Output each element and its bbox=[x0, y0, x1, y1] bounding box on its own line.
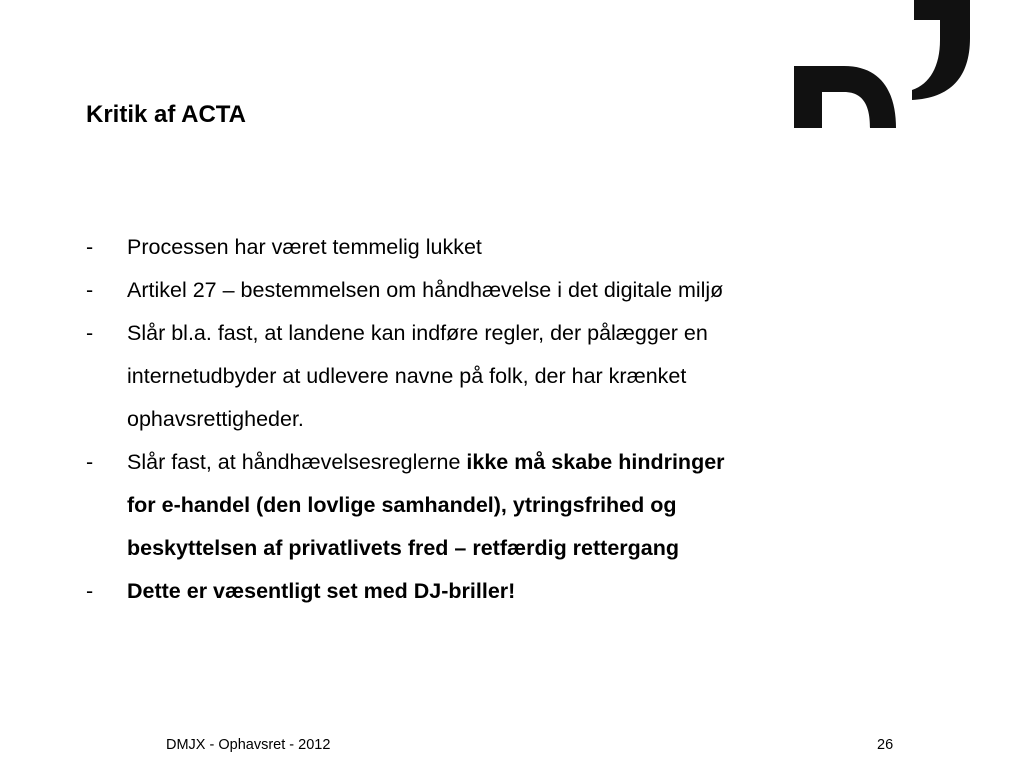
bullet-item bbox=[86, 441, 746, 570]
bullet-emphasis: Dette er væsentligt set med DJ-briller! bbox=[127, 579, 516, 603]
footer-text: DMJX - Ophavsret - 2012 bbox=[166, 737, 331, 753]
bullet-emphasis: ikke må skabe hindringer for e-handel (den lovlige samhandel), ytringsfrihed og beskyttelsen af privatlivets fred – retfærdig rettergang bbox=[127, 450, 725, 560]
bullet-item bbox=[86, 570, 746, 613]
bullet-text: Slår bl.a. fast, at landene kan indføre regler, der pålægger en internetudbyder at udlevere navne på folk, der har krænket ophavsrettigheder. bbox=[127, 321, 708, 431]
bullet-list bbox=[86, 226, 746, 613]
bullet-text: Slår fast, at håndhævelsesreglerne bbox=[127, 450, 467, 474]
bullet-dash: - bbox=[86, 278, 94, 302]
bullet-dash: - bbox=[86, 450, 94, 474]
bullet-text: Processen har været temmelig lukket bbox=[127, 235, 482, 259]
bullet-text: Artikel 27 – bestemmelsen om håndhævelse i det digitale miljø bbox=[127, 278, 724, 302]
bullet-item bbox=[86, 269, 746, 312]
bullet-dash: - bbox=[86, 579, 94, 603]
dj-logo-icon bbox=[792, 0, 974, 128]
bullet-item bbox=[86, 226, 746, 269]
bullet-dash: - bbox=[86, 321, 94, 345]
page-number: 26 bbox=[877, 737, 894, 753]
slide-title: Kritik af ACTA bbox=[86, 101, 247, 128]
bullet-item bbox=[86, 312, 746, 441]
bullet-dash: - bbox=[86, 235, 94, 259]
